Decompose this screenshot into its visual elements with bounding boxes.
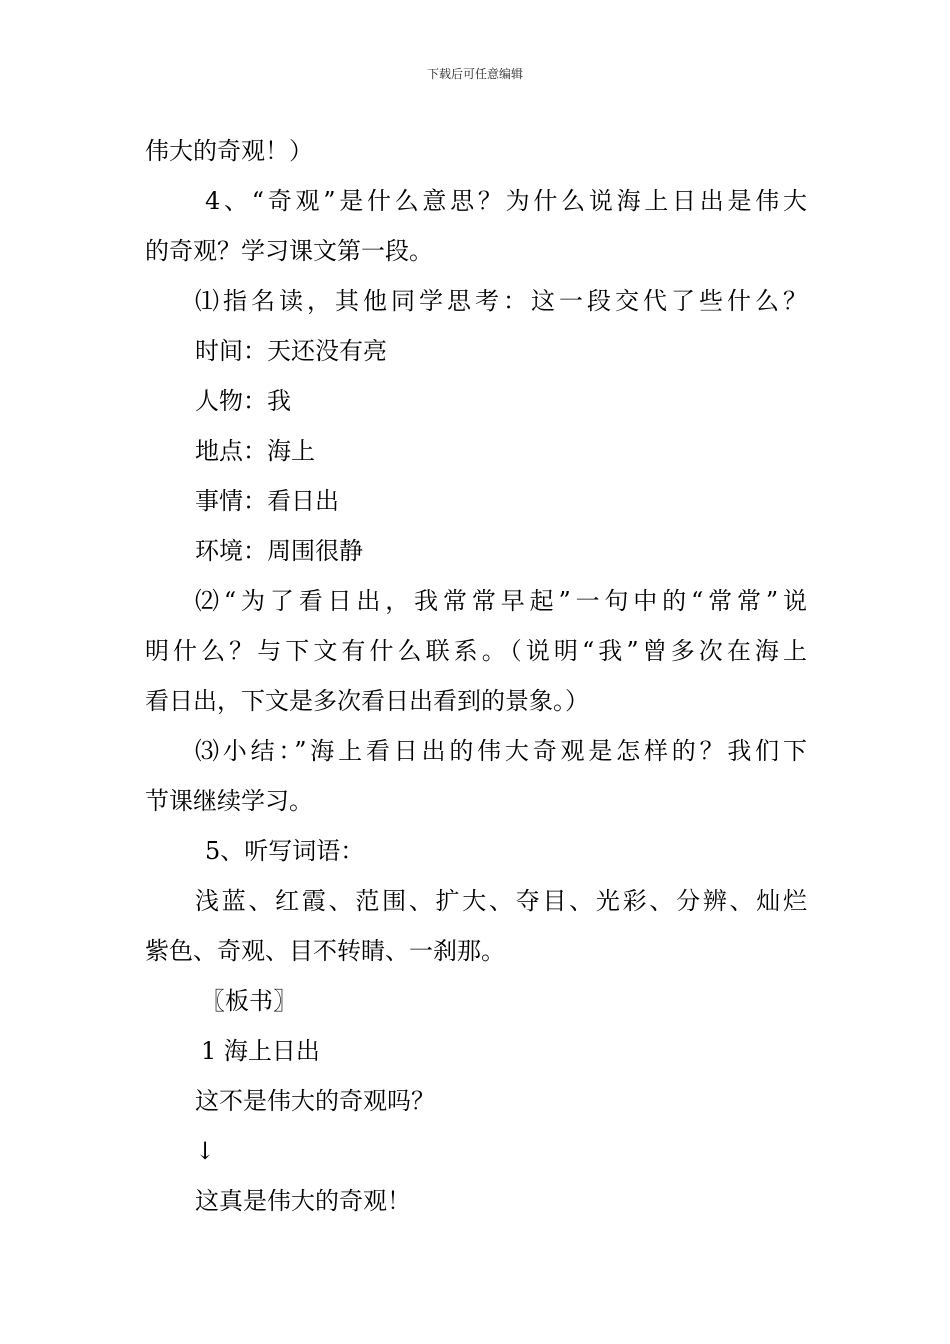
document-body bbox=[145, 126, 807, 1226]
paragraph-line: 事情：看日出 bbox=[195, 487, 339, 515]
paragraph-line: ⑴指名读，其他同学思考：这一段交代了些什么？ bbox=[195, 287, 807, 315]
paragraph-line: 4、“奇观”是什么意思？为什么说海上日出是伟大 bbox=[205, 187, 807, 215]
paragraph-line: 5、听写词语： bbox=[205, 837, 365, 865]
paragraph-line: 时间：天还没有亮 bbox=[195, 337, 387, 365]
page-header: 下载后可任意编辑 bbox=[426, 67, 523, 81]
board-line: 这不是伟大的奇观吗？ bbox=[195, 1087, 435, 1115]
paragraph-line: 地点：海上 bbox=[195, 437, 315, 465]
paragraph-line: 人物：我 bbox=[195, 387, 291, 415]
paragraph-line: 浅蓝、红霞、范围、扩大、夺目、光彩、分辨、灿烂 bbox=[195, 887, 807, 915]
paragraph-line: 看日出，下文是多次看日出看到的景象。） bbox=[145, 687, 589, 715]
board-title: 1 海上日出 bbox=[201, 1037, 320, 1065]
board-heading: 〖板书〗 bbox=[201, 987, 297, 1015]
paragraph-line: 紫色、奇观、目不转睛、一刹那。 bbox=[145, 937, 505, 965]
paragraph-line: 环境：周围很静 bbox=[195, 537, 363, 565]
paragraph-line: 明什么？与下文有什么联系。（说明“我”曾多次在海上 bbox=[145, 637, 807, 665]
paragraph-line: 节课继续学习。 bbox=[145, 787, 313, 815]
board-line: 这真是伟大的奇观！ bbox=[195, 1187, 411, 1215]
down-arrow-icon: ↓ bbox=[195, 1137, 216, 1165]
paragraph-line: 的奇观？学习课文第一段。 bbox=[145, 237, 433, 265]
paragraph-line: 伟大的奇观！） bbox=[145, 137, 313, 165]
paragraph-line: ⑶小结：”海上看日出的伟大奇观是怎样的？我们下 bbox=[195, 737, 807, 765]
paragraph-line: ⑵“为了看日出，我常常早起”一句中的“常常”说 bbox=[195, 587, 807, 615]
